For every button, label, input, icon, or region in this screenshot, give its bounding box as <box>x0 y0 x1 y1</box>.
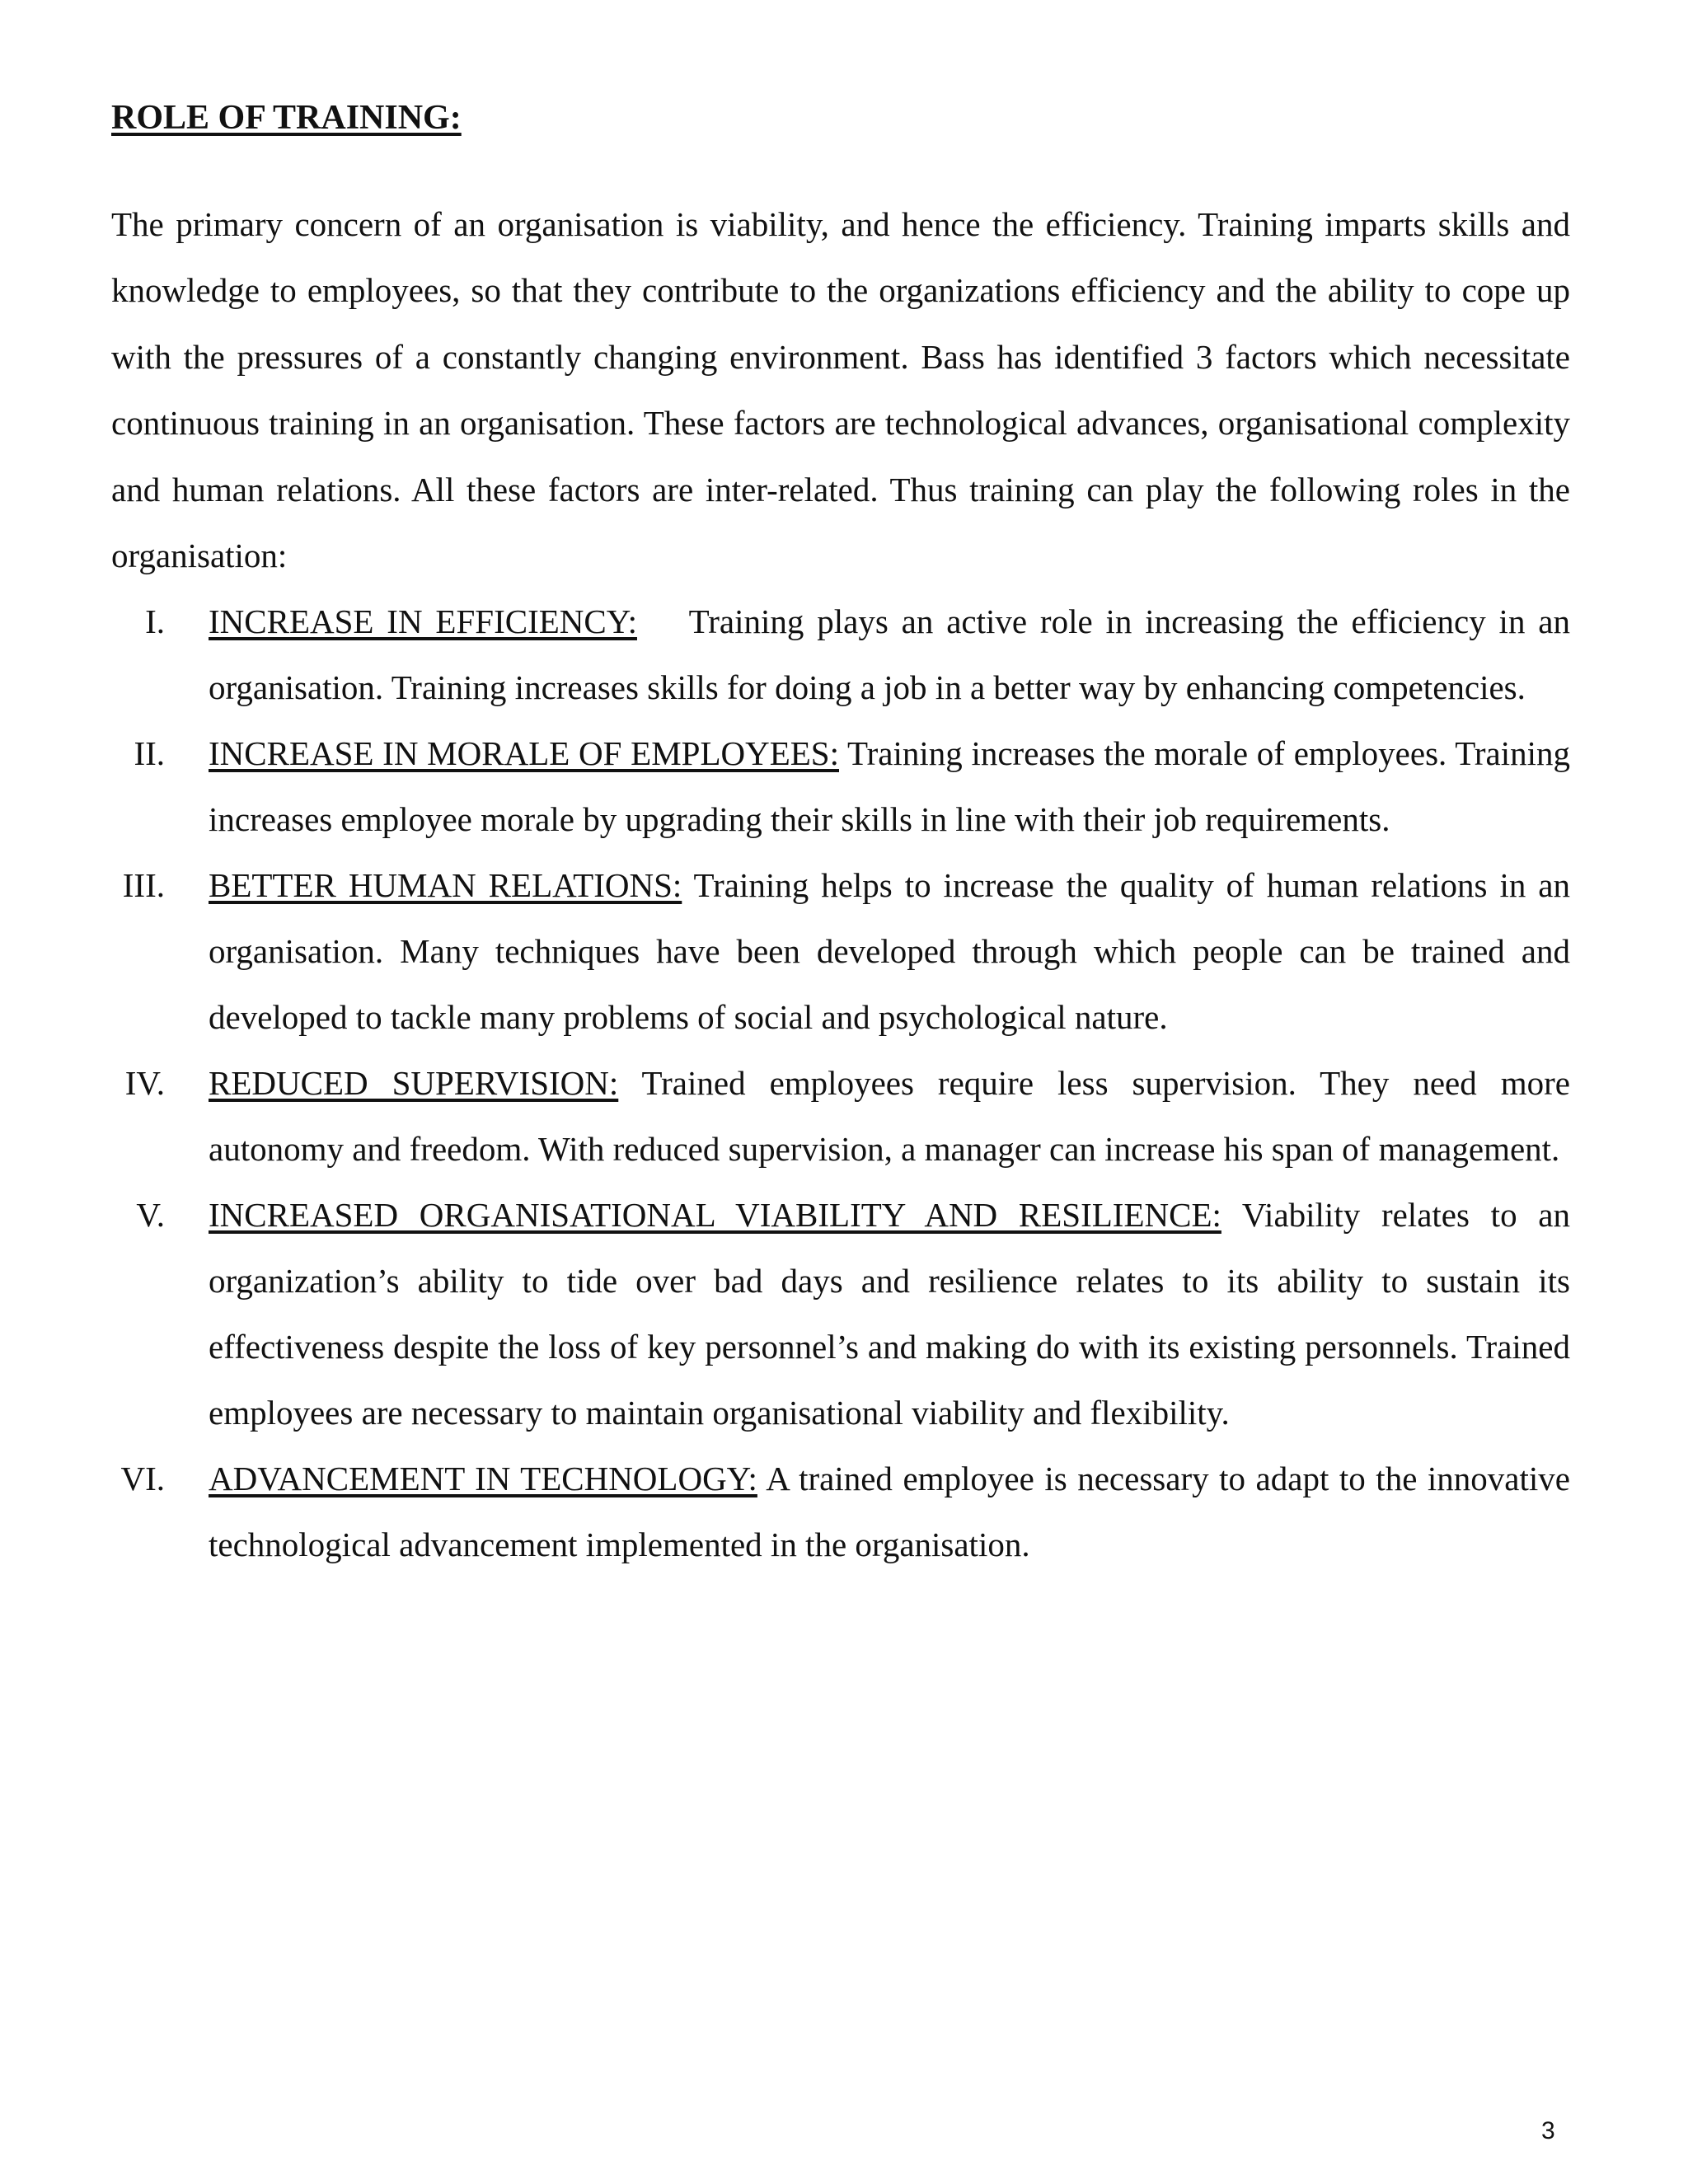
list-item-title: INCREASE IN EFFICIENCY: <box>209 602 637 640</box>
list-item-title: REDUCED SUPERVISION: <box>209 1064 619 1102</box>
list-item-title: INCREASE IN MORALE OF EMPLOYEES: <box>209 734 839 772</box>
list-item <box>111 1050 1570 1182</box>
list-item-text: Training helps to increase the quality of human relations in an organisation. Many techniques have been developed through which people can be trained and developed to tackle many problems of social and psychological nature. <box>209 866 1571 1036</box>
list-item-title: INCREASED ORGANISATIONAL VIABILITY AND RESILIENCE: <box>209 1196 1221 1234</box>
list-item-text: Trained employees require less supervision. They need more autonomy and freedom. With reduced supervision, a manager can increase his span of management. <box>209 1064 1570 1168</box>
list-item-numeral: II. <box>134 734 165 772</box>
roles-list <box>111 588 1570 1577</box>
list-item-title: BETTER HUMAN RELATIONS: <box>209 866 682 904</box>
section-heading: ROLE OF TRAINING: <box>111 99 462 137</box>
list-item-numeral: VI. <box>120 1460 165 1497</box>
list-item-title: ADVANCEMENT IN TECHNOLOGY: <box>209 1460 757 1497</box>
intro-paragraph: The primary concern of an organisation is viability, and hence the efficiency. Training imparts skills and knowledge to employees, so that they contribute to the organizations efficiency and the ability to cope up with the pressures of a constantly changing environment. Bass has identified 3 factors which necessitate continuous training in an organisation. These factors are technological advances, organisational complexity and human relations. All these factors are inter-related. Thus training can play the following roles in the organisation: <box>111 205 1570 575</box>
list-item <box>111 1446 1570 1577</box>
list-item-text: Viability relates to an organization’s ability to tide over bad days and resilience relates to its ability to sustain its effectiveness despite the loss of key personnel’s and making do with its existing personnels. Trained employees are necessary to maintain organisational viability and flexibility. <box>209 1196 1571 1432</box>
list-item <box>111 588 1570 720</box>
list-item <box>111 852 1570 1050</box>
list-item-numeral: V. <box>136 1196 165 1234</box>
list-item <box>111 720 1570 852</box>
list-item-numeral: III. <box>122 866 165 904</box>
list-item-numeral: I. <box>145 602 165 640</box>
list-item-text: Training increases the morale of employees. Training increases employee morale by upgrading their skills in line with their job requirements. <box>209 734 1570 838</box>
list-item-numeral: IV. <box>124 1064 165 1102</box>
list-item-text: A trained employee is necessary to adapt to the innovative technological advancement implemented in the organisation. <box>209 1460 1570 1563</box>
list-item-text: Training plays an active role in increasing the efficiency in an organisation. Training increases skills for doing a job in a better way by enhancing competencies. <box>209 602 1570 706</box>
list-item <box>111 1182 1570 1446</box>
page-number: 3 <box>1541 2117 1555 2144</box>
